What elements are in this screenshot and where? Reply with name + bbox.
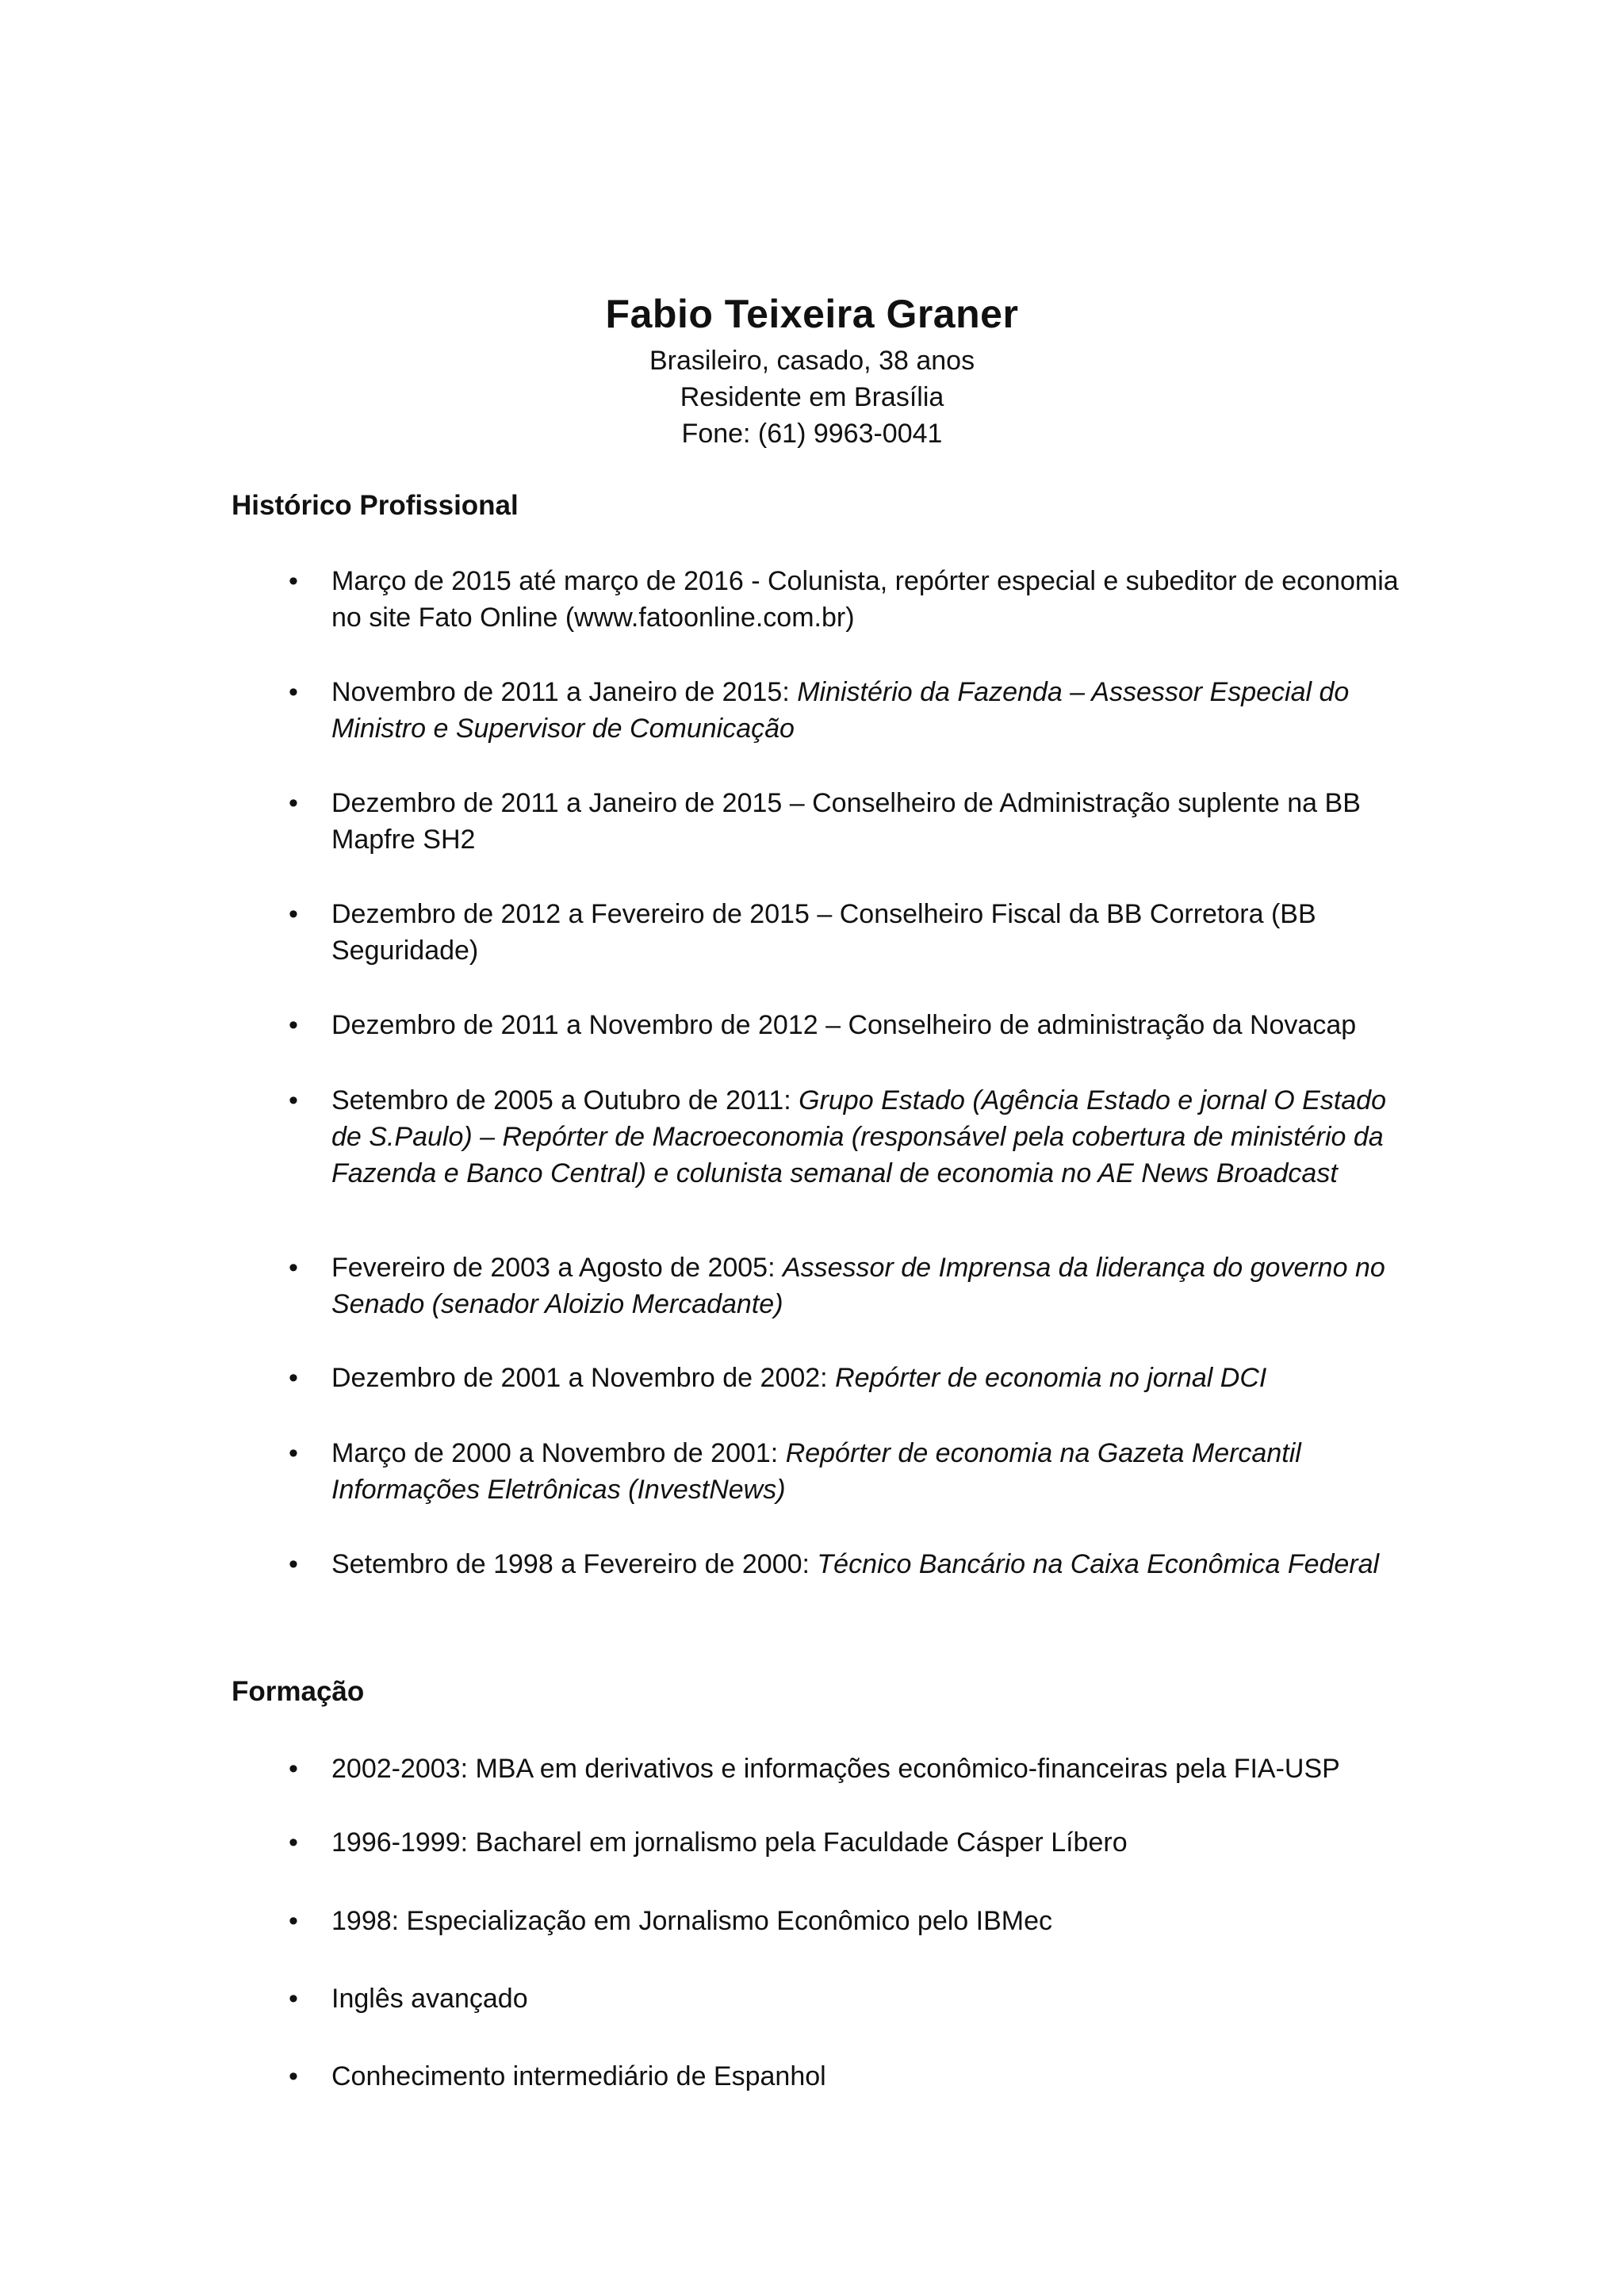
personal-info: Brasileiro, casado, 38 anos bbox=[649, 346, 975, 376]
item-plain: Setembro de 2005 a Outubro de 2011: bbox=[331, 1085, 799, 1115]
item-text bbox=[331, 1824, 1410, 1861]
item-plain: Inglês avançado bbox=[331, 1984, 528, 2014]
phone-info: Fone: (61) 9963-0041 bbox=[681, 419, 943, 449]
item-italic: Repórter de economia no jornal DCI bbox=[835, 1363, 1267, 1393]
item-text bbox=[331, 1435, 1410, 1508]
item-text bbox=[331, 896, 1410, 969]
item-plain: Conhecimento intermediário de Espanhol bbox=[331, 2061, 826, 2091]
item-italic: Assessor de Imprensa da liderança do governo no Senado (senador Aloizio Mercadante) bbox=[331, 1253, 1385, 1319]
bullet-icon: • bbox=[289, 677, 298, 707]
item-plain: Fevereiro de 2003 a Agosto de 2005: bbox=[331, 1253, 783, 1283]
item-plain: Dezembro de 2011 a Novembro de 2012 – Conselheiro de administração da Novacap bbox=[331, 1010, 1357, 1040]
item-plain: Março de 2015 até março de 2016 - Colunista, repórter especial e subeditor de economia no site Fato Online (www.fatoonline.com.br) bbox=[331, 566, 1399, 633]
bullet-icon: • bbox=[289, 1906, 298, 1936]
item-italic: Ministério da Fazenda – Assessor Especial do Ministro e Supervisor de Comunicação bbox=[331, 677, 1350, 744]
bullet-icon: • bbox=[289, 899, 298, 929]
bullet-icon: • bbox=[289, 1984, 298, 2014]
item-plain: Dezembro de 2012 a Fevereiro de 2015 – Conselheiro Fiscal da BB Corretora (BB Seguridade) bbox=[331, 899, 1316, 966]
item-text bbox=[331, 1903, 1410, 1939]
item-text bbox=[331, 1546, 1410, 1582]
item-plain: Novembro de 2011 a Janeiro de 2015: bbox=[331, 677, 798, 707]
item-text bbox=[331, 1082, 1410, 1192]
item-plain: 2002-2003: MBA em derivativos e informações econômico-financeiras pela FIA-USP bbox=[331, 1754, 1340, 1784]
item-plain: 1998: Especialização em Jornalismo Econômico pelo IBMec bbox=[331, 1906, 1053, 1936]
bullet-icon: • bbox=[289, 1438, 298, 1468]
item-plain: Dezembro de 2001 a Novembro de 2002: bbox=[331, 1363, 836, 1393]
item-italic: Técnico Bancário na Caixa Econômica Federal bbox=[817, 1549, 1380, 1579]
bullet-icon: • bbox=[289, 566, 298, 596]
item-text bbox=[331, 1980, 1410, 2017]
item-italic: Grupo Estado (Agência Estado e jornal O Estado de S.Paulo) – Repórter de Macroeconomia (responsável pela cobertura de ministério da Fazenda e Banco Central) e colunista semanal de economia no AE News Broadcast bbox=[331, 1085, 1387, 1188]
bullet-icon: • bbox=[289, 1363, 298, 1393]
person-name: Fabio Teixeira Graner bbox=[605, 292, 1019, 336]
bullet-icon: • bbox=[289, 788, 298, 818]
bullet-icon: • bbox=[289, 1253, 298, 1283]
resume-header bbox=[0, 285, 1624, 452]
item-text bbox=[331, 1751, 1410, 1787]
item-text bbox=[331, 1007, 1410, 1043]
section-title-historico: Histórico Profissional bbox=[232, 490, 519, 521]
item-text bbox=[331, 1249, 1410, 1322]
item-plain: 1996-1999: Bacharel em jornalismo pela Faculdade Cásper Líbero bbox=[331, 1827, 1128, 1858]
bullet-icon: • bbox=[289, 1549, 298, 1579]
item-text bbox=[331, 563, 1410, 636]
section-title-formacao: Formação bbox=[232, 1676, 365, 1707]
bullet-icon: • bbox=[289, 1754, 298, 1784]
item-text bbox=[331, 2058, 1410, 2095]
bullet-icon: • bbox=[289, 2061, 298, 2091]
item-plain: Dezembro de 2011 a Janeiro de 2015 – Conselheiro de Administração suplente na BB Mapfre SH2 bbox=[331, 788, 1361, 855]
item-text bbox=[331, 785, 1410, 858]
residence-info: Residente em Brasília bbox=[680, 382, 944, 412]
bullet-icon: • bbox=[289, 1010, 298, 1040]
item-plain: Março de 2000 a Novembro de 2001: bbox=[331, 1438, 786, 1468]
bullet-icon: • bbox=[289, 1827, 298, 1858]
item-italic: Repórter de economia na Gazeta Mercantil Informações Eletrônicas (InvestNews) bbox=[331, 1438, 1301, 1505]
item-text bbox=[331, 1360, 1410, 1396]
bullet-icon: • bbox=[289, 1085, 298, 1115]
item-plain: Setembro de 1998 a Fevereiro de 2000: bbox=[331, 1549, 818, 1579]
item-text bbox=[331, 674, 1410, 747]
